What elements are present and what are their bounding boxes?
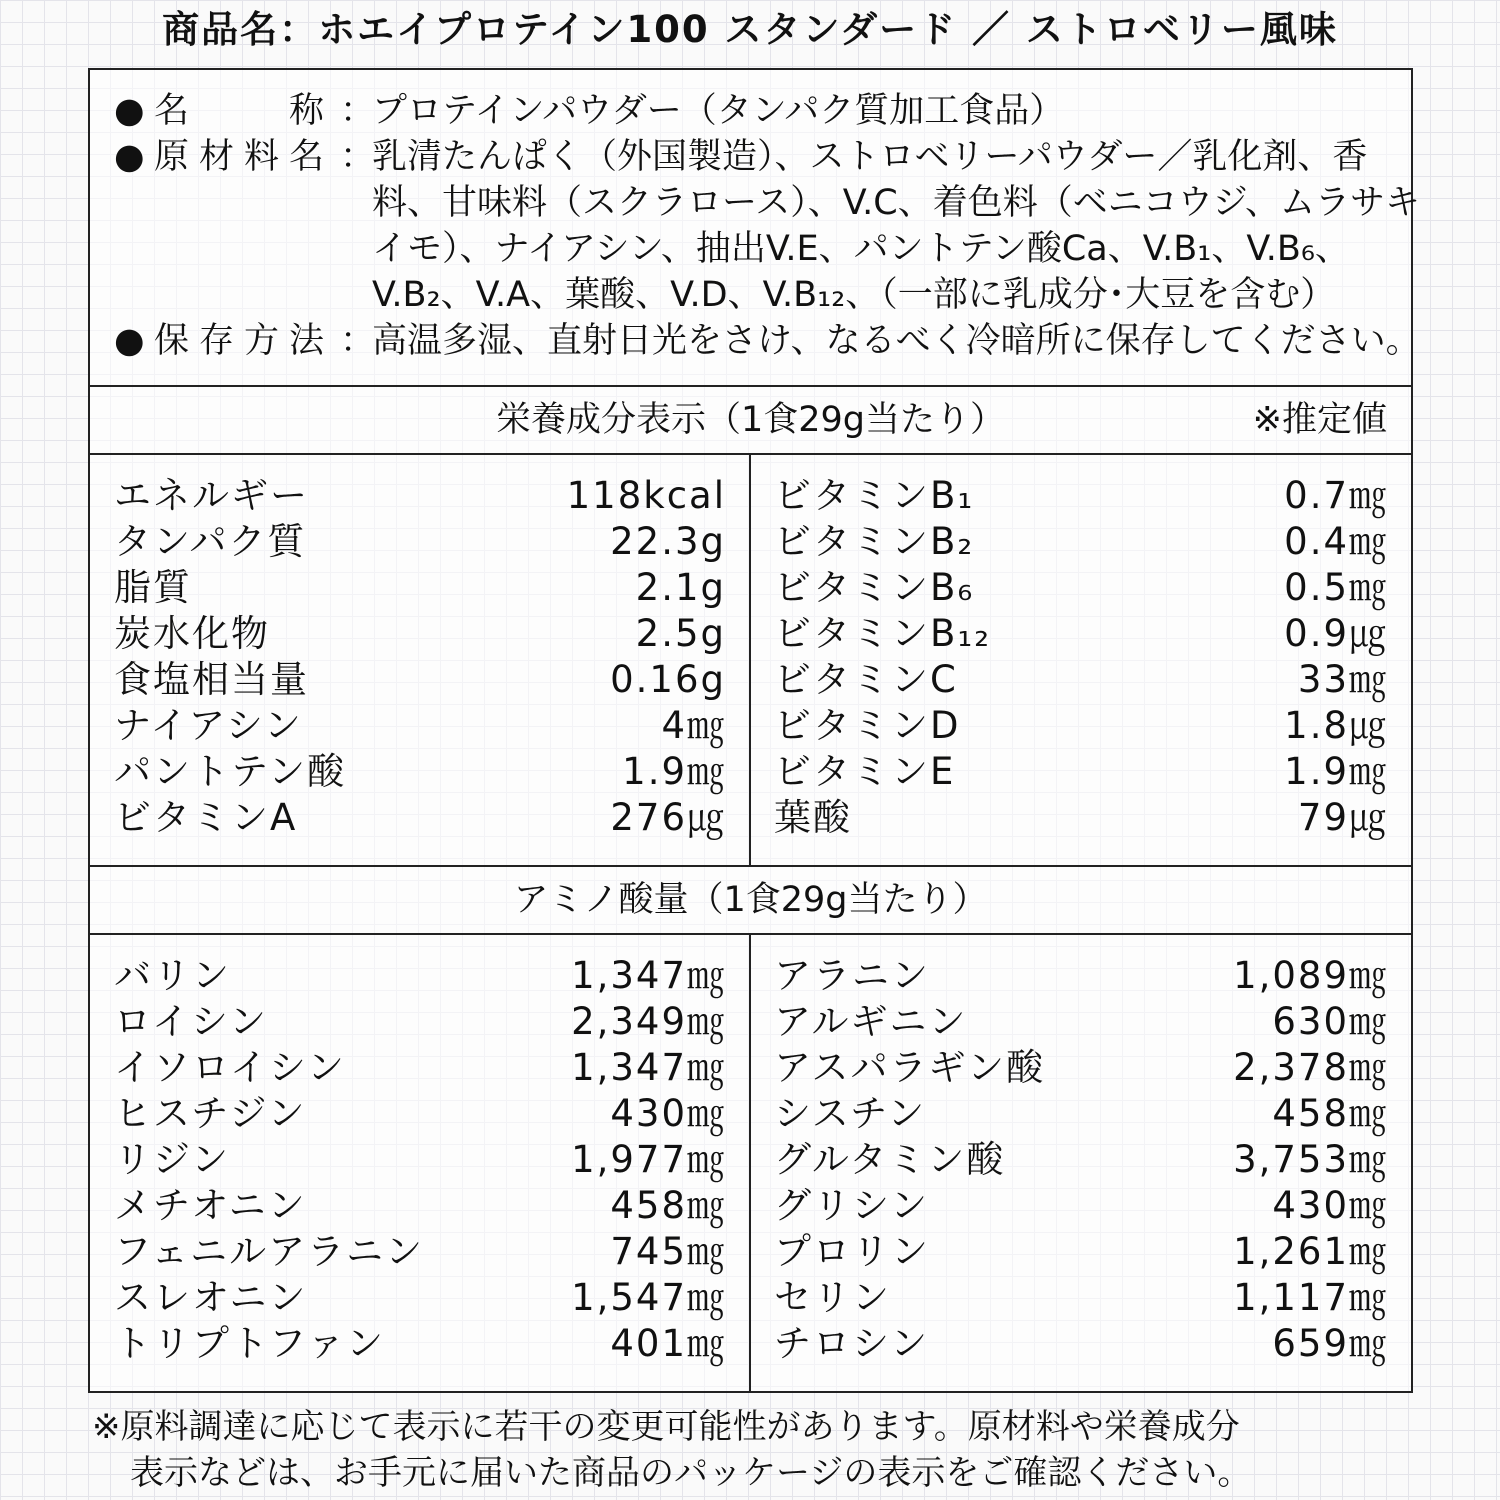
item-value: 0.7㎎ bbox=[1284, 474, 1388, 517]
amino-row bbox=[774, 1321, 1388, 1367]
item-name: ビタミンA bbox=[114, 796, 298, 839]
amino-row bbox=[114, 1321, 726, 1367]
item-name: ビタミンC bbox=[774, 658, 958, 701]
item-name: シスチン bbox=[774, 1092, 927, 1135]
item-value: 2.5g bbox=[635, 612, 726, 655]
item-name: エネルギー bbox=[114, 474, 309, 517]
item-name: グルタミン酸 bbox=[774, 1138, 1006, 1181]
nutrition-row bbox=[114, 565, 726, 611]
label-char: 保 bbox=[154, 321, 190, 361]
label-char: 名 bbox=[154, 91, 190, 131]
estimate-note: ※推定値 bbox=[1252, 400, 1387, 440]
item-name: パントテン酸 bbox=[114, 750, 347, 793]
item-name: ビタミンB₂ bbox=[774, 520, 975, 563]
product-title: 商品名：ホエイプロテイン100 スタンダード ／ ストロベリー風味 bbox=[162, 8, 1338, 51]
item-value: 1,977㎎ bbox=[571, 1138, 726, 1181]
amino-row bbox=[114, 1137, 726, 1183]
item-name: メチオニン bbox=[114, 1184, 307, 1227]
ingredient-line: 料、甘味料（スクラロース）、V.C、着色料（ベニコウジ、ムラサキ bbox=[372, 183, 1420, 223]
item-name: アスパラギン酸 bbox=[774, 1046, 1046, 1089]
amino-grid bbox=[90, 935, 1411, 1391]
amino-row bbox=[114, 1183, 726, 1229]
amino-left-column bbox=[114, 953, 750, 1367]
item-value: 22.3g bbox=[610, 520, 726, 563]
nutrition-row bbox=[114, 519, 726, 565]
item-value: 1,347㎎ bbox=[571, 954, 726, 997]
nutrition-heading: 栄養成分表示（1食29g当たり） bbox=[495, 400, 1006, 440]
bullet-icon: ● bbox=[114, 321, 145, 361]
footer-line: ※原料調達に応じて表示に若干の変更可能性があります。原材料や栄養成分 bbox=[92, 1407, 1240, 1447]
item-value: 276㎍ bbox=[610, 796, 726, 839]
item-name: スレオニン bbox=[114, 1276, 308, 1319]
ingredient-line: V.B₂、V.A、葉酸、V.D、V.B₁₂、（一部に乳成分･大豆を含む） bbox=[372, 275, 1336, 315]
nutrition-right-column bbox=[774, 473, 1388, 841]
amino-row bbox=[774, 953, 1388, 999]
item-name: ビタミンD bbox=[774, 704, 961, 747]
item-name: ビタミンB₁₂ bbox=[774, 612, 992, 655]
label-char: 称 bbox=[288, 91, 324, 131]
item-name: チロシン bbox=[774, 1322, 930, 1365]
amino-row bbox=[114, 999, 726, 1045]
label-char: 存 bbox=[198, 321, 234, 361]
item-name: ヒスチジン bbox=[114, 1092, 307, 1135]
amino-row bbox=[774, 1183, 1388, 1229]
item-name: タンパク質 bbox=[114, 520, 307, 563]
ingredient-line: イモ）、ナイアシン、抽出V.E、パントテン酸Ca、V.B₁、V.B₆、 bbox=[372, 229, 1350, 269]
item-value: 33㎎ bbox=[1297, 658, 1388, 701]
item-value: 430㎎ bbox=[610, 1092, 726, 1135]
ingredient-label bbox=[114, 88, 324, 134]
ingredient-line: プロテインパウダー（タンパク質加工食品） bbox=[372, 91, 1065, 131]
item-name: 葉酸 bbox=[774, 796, 852, 839]
label-colon: ： bbox=[340, 91, 376, 131]
item-name: ビタミンE bbox=[774, 750, 956, 793]
nutrition-row bbox=[774, 657, 1388, 703]
label-char: 法 bbox=[288, 321, 324, 361]
amino-heading-row bbox=[90, 867, 1411, 935]
item-name: セリン bbox=[774, 1276, 891, 1319]
nutrition-row bbox=[114, 749, 726, 795]
amino-row bbox=[774, 1137, 1388, 1183]
ingredient-label bbox=[114, 318, 324, 364]
item-value: 0.9㎍ bbox=[1284, 612, 1388, 655]
item-value: 2,378㎎ bbox=[1233, 1046, 1388, 1089]
item-value: 1.8㎍ bbox=[1284, 704, 1388, 747]
item-value: 0.16g bbox=[610, 658, 726, 701]
item-name: イソロイシン bbox=[114, 1046, 346, 1089]
amino-right-column bbox=[774, 953, 1388, 1367]
nutrition-row bbox=[114, 657, 726, 703]
item-value: 0.5㎎ bbox=[1284, 566, 1388, 609]
nutrition-left-column bbox=[114, 473, 750, 841]
ingredient-label bbox=[114, 134, 324, 180]
nutrition-row bbox=[774, 795, 1388, 841]
label-char: 料 bbox=[243, 137, 279, 177]
item-name: ビタミンB₁ bbox=[774, 474, 975, 517]
item-value: 1,089㎎ bbox=[1233, 954, 1388, 997]
nutrition-heading-row bbox=[90, 387, 1411, 455]
amino-row bbox=[774, 1091, 1388, 1137]
item-name: ビタミンB₆ bbox=[774, 566, 975, 609]
nutrition-grid bbox=[90, 455, 1411, 867]
amino-row bbox=[114, 1091, 726, 1137]
nutrition-row bbox=[774, 565, 1388, 611]
item-value: 2,349㎎ bbox=[571, 1000, 726, 1043]
amino-row bbox=[114, 1229, 726, 1275]
amino-row bbox=[774, 999, 1388, 1045]
item-value: 1.9㎎ bbox=[622, 750, 726, 793]
item-value: 1,261㎎ bbox=[1233, 1230, 1388, 1273]
item-value: 659㎎ bbox=[1272, 1322, 1388, 1365]
item-name: 脂質 bbox=[114, 566, 192, 609]
item-value: 630㎎ bbox=[1272, 1000, 1388, 1043]
item-name: ナイアシン bbox=[114, 704, 303, 747]
ingredient-line: 高温多湿、直射日光をさけ、なるべく冷暗所に保存してください。 bbox=[372, 321, 1421, 361]
footer-note bbox=[0, 1404, 1500, 1496]
nutrition-row bbox=[114, 473, 726, 519]
label-char: 名 bbox=[288, 137, 324, 177]
amino-row bbox=[114, 1045, 726, 1091]
item-name: トリプトファン bbox=[114, 1322, 386, 1365]
item-value: 401㎎ bbox=[610, 1322, 726, 1365]
amino-row bbox=[114, 1275, 726, 1321]
item-name: フェニルアラニン bbox=[114, 1230, 425, 1273]
item-name: ロイシン bbox=[114, 1000, 268, 1043]
label-char: 材 bbox=[198, 137, 234, 177]
nutrition-row bbox=[774, 473, 1388, 519]
label-char: 原 bbox=[154, 137, 190, 177]
item-name: プロリン bbox=[774, 1230, 930, 1273]
nutrition-row bbox=[114, 795, 726, 841]
amino-row bbox=[774, 1045, 1388, 1091]
ingredient-line: 乳清たんぱく（外国製造）、ストロベリーパウダー／乳化剤、香 bbox=[372, 137, 1368, 177]
footer-line: 表示などは、お手元に届いた商品のパッケージの表示をご確認ください。 bbox=[130, 1453, 1252, 1493]
label-colon: ： bbox=[340, 137, 376, 177]
item-value: 79㎍ bbox=[1297, 796, 1388, 839]
item-value: 430㎎ bbox=[1272, 1184, 1388, 1227]
item-value: 3,753㎎ bbox=[1233, 1138, 1388, 1181]
item-value: 458㎎ bbox=[1272, 1092, 1388, 1135]
item-value: 2.1g bbox=[635, 566, 726, 609]
amino-heading: アミノ酸量（1食29g当たり） bbox=[513, 880, 988, 920]
item-name: 炭水化物 bbox=[114, 612, 270, 655]
nutrition-row bbox=[774, 703, 1388, 749]
item-name: 食塩相当量 bbox=[114, 658, 309, 701]
item-value: 1.9㎎ bbox=[1284, 750, 1388, 793]
nutrition-row bbox=[774, 749, 1388, 795]
item-name: アラニン bbox=[774, 954, 930, 997]
bullet-icon: ● bbox=[114, 137, 145, 177]
item-name: グリシン bbox=[774, 1184, 930, 1227]
item-name: バリン bbox=[114, 954, 231, 997]
amino-row bbox=[774, 1275, 1388, 1321]
bullet-icon: ● bbox=[114, 91, 145, 131]
item-name: リジン bbox=[114, 1138, 231, 1181]
nutrition-row bbox=[774, 519, 1388, 565]
item-name: アルギニン bbox=[774, 1000, 968, 1043]
item-value: 1,117㎎ bbox=[1233, 1276, 1388, 1319]
item-value: 745㎎ bbox=[610, 1230, 726, 1273]
item-value: 0.4㎎ bbox=[1284, 520, 1388, 563]
item-value: 1,347㎎ bbox=[571, 1046, 726, 1089]
ingredients-section bbox=[90, 70, 1421, 387]
nutrition-row bbox=[114, 611, 726, 657]
label-table bbox=[88, 68, 1421, 1393]
nutrition-row bbox=[774, 611, 1388, 657]
amino-row bbox=[774, 1229, 1388, 1275]
nutrition-row bbox=[114, 703, 726, 749]
item-value: 118kcal bbox=[566, 474, 726, 517]
label-char: 方 bbox=[243, 321, 279, 361]
item-value: 4㎎ bbox=[661, 704, 726, 747]
amino-row bbox=[114, 953, 726, 999]
label-colon: ： bbox=[340, 321, 376, 361]
item-value: 1,547㎎ bbox=[571, 1276, 726, 1319]
item-value: 458㎎ bbox=[610, 1184, 726, 1227]
